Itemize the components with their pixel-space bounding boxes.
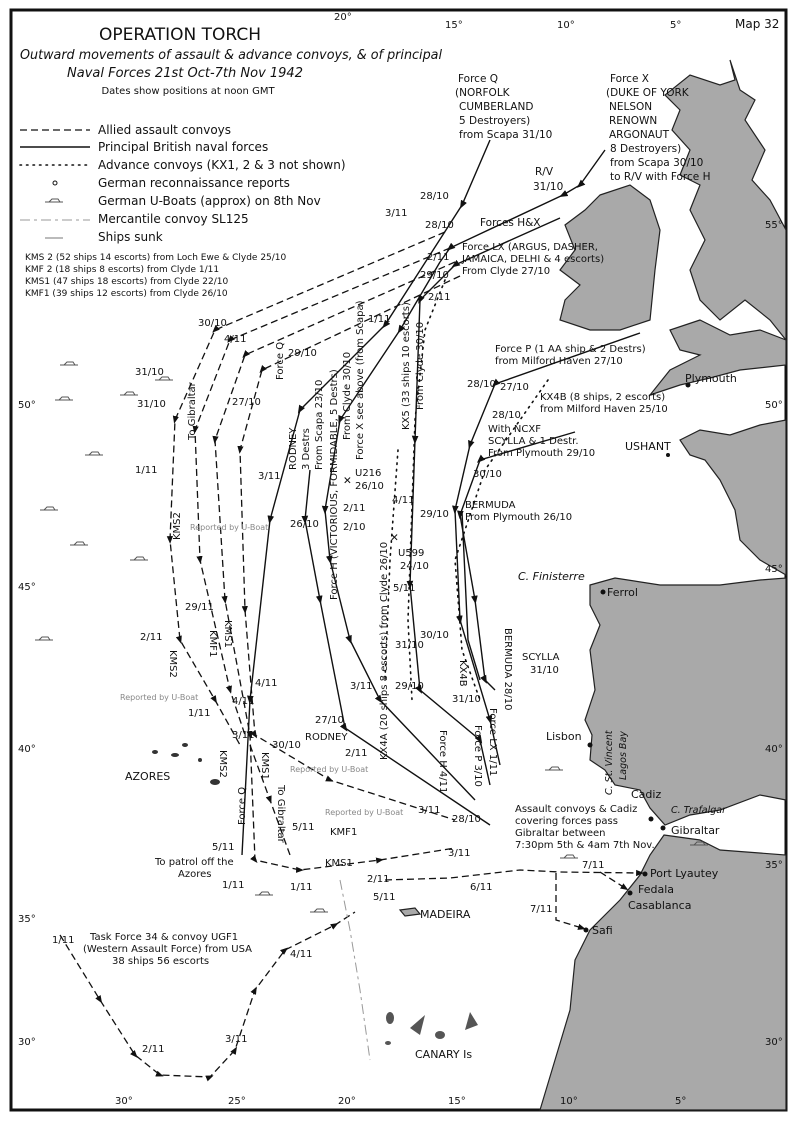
legend-label: Principal British naval forces <box>98 140 269 154</box>
route-to-fedala <box>600 872 625 888</box>
svg-text:38 ships 56 escorts: 38 ships 56 escorts <box>112 956 210 967</box>
force-h-label: Force H (VICTORIOUS, FORMIDABLE, 5 Destrs) <box>329 369 340 600</box>
kms1-route-label-3: KMS1 <box>325 858 353 869</box>
brittany-france <box>680 420 786 575</box>
place-ushant: USHANT <box>625 440 671 453</box>
gibraltar-pass-note <box>515 804 655 851</box>
place-lagos-bay: Lagos Bay <box>618 731 629 780</box>
ship-sunk-marker-icon: ✕ <box>343 475 352 487</box>
svg-text:3/11: 3/11 <box>448 848 471 859</box>
kmf1-route-label: KMF1 <box>207 630 218 658</box>
svg-text:Force X: Force X <box>610 73 649 85</box>
lat-left-40: 40° <box>18 744 36 755</box>
u599-label: U599 <box>398 548 425 559</box>
rv-date: 31/10 <box>533 181 564 193</box>
rodney-destrs: 3 Destrs <box>301 428 312 470</box>
svg-text:from Milford Haven 25/10: from Milford Haven 25/10 <box>540 404 668 415</box>
svg-text:From Clyde 27/10: From Clyde 27/10 <box>462 266 551 277</box>
lon-top-5: 5° <box>670 20 682 31</box>
svg-text:(Western Assault Force) from U: (Western Assault Force) from USA <box>83 944 252 955</box>
reported-label: Reported by U-Boat <box>325 808 404 817</box>
svg-text:28/10: 28/10 <box>492 410 521 421</box>
kx4b-annotation <box>540 392 668 415</box>
madeira-island <box>400 908 420 916</box>
kms1-label: KMS1 (47 ships 18 escorts) from Clyde 22/10 <box>25 277 229 287</box>
svg-text:1/11: 1/11 <box>222 880 245 891</box>
place-port-lyautey: Port Lyautey <box>650 867 719 880</box>
kms2-route-label: KMS2 <box>167 650 178 678</box>
lon-top-20: 20° <box>334 12 352 23</box>
svg-text:7/11: 7/11 <box>530 904 553 915</box>
svg-text:30/10: 30/10 <box>198 318 227 329</box>
svg-text:3/11: 3/11 <box>258 471 281 482</box>
place-azores: AZORES <box>125 770 171 783</box>
svg-text:1/11: 1/11 <box>188 708 211 719</box>
reported-label: Reported by U-Boat <box>120 693 199 702</box>
u599-date: 24/10 <box>400 561 429 572</box>
svg-text:3/11: 3/11 <box>385 208 408 219</box>
svg-text:30/10: 30/10 <box>473 469 502 480</box>
svg-text:26/10: 26/10 <box>290 519 319 530</box>
svg-text:Force LX (ARGUS, DASHER,: Force LX (ARGUS, DASHER, <box>462 242 598 253</box>
legend <box>20 123 346 244</box>
svg-text:JAMAICA, DELHI & 4 escorts): JAMAICA, DELHI & 4 escorts) <box>462 254 605 265</box>
svg-text:covering forces pass: covering forces pass <box>515 816 618 827</box>
lon-bottom-30: 30° <box>115 1096 133 1107</box>
svg-text:ARGONAUT: ARGONAUT <box>609 129 670 141</box>
bermuda-end-label: BERMUDA 28/10 <box>502 628 513 711</box>
svg-text:5/11: 5/11 <box>292 822 315 833</box>
patrol-label-2: Azores <box>178 869 212 880</box>
map-title: OPERATION TORCH <box>98 25 262 45</box>
kx5-label: KX5 (33 ships 10 escorts) <box>401 302 412 430</box>
svg-text:2/11: 2/11 <box>140 632 163 643</box>
svg-text:6/11: 6/11 <box>470 882 493 893</box>
svg-text:NELSON: NELSON <box>609 101 653 113</box>
force-p-annotation <box>495 344 646 367</box>
svg-text:1/11: 1/11 <box>135 465 158 476</box>
rv-label: R/V <box>535 166 554 178</box>
svg-text:5/11: 5/11 <box>373 892 396 903</box>
bermuda-label: BERMUDA <box>465 500 516 511</box>
svg-text:27/10: 27/10 <box>232 397 261 408</box>
svg-text:2/11: 2/11 <box>345 748 368 759</box>
svg-text:28/10: 28/10 <box>425 220 454 231</box>
place-plymouth: Plymouth <box>685 372 737 385</box>
svg-text:2/11: 2/11 <box>427 252 450 263</box>
lon-bottom-25: 25° <box>228 1096 246 1107</box>
legend-label: Advance convoys (KX1, 2 & 3 not shown) <box>98 158 346 172</box>
lat-left-50: 50° <box>18 400 36 411</box>
svg-text:SCYLLA & 1 Destr.: SCYLLA & 1 Destr. <box>488 436 579 447</box>
place-st-vincent: C. St. Vincent <box>604 730 615 795</box>
svg-text:31/10: 31/10 <box>137 399 166 410</box>
lat-left-30: 30° <box>18 1037 36 1048</box>
route-to-safi <box>556 873 582 928</box>
svg-text:4/11: 4/11 <box>290 949 313 960</box>
legend-label: German U-Boats (approx) on 8th Nov <box>98 194 321 208</box>
svg-text:3/11: 3/11 <box>418 805 441 816</box>
force-q-annotation <box>455 73 552 141</box>
svg-text:KX4B (8 ships, 2 escorts): KX4B (8 ships, 2 escorts) <box>540 392 666 403</box>
lat-right-50: 50° <box>765 400 783 411</box>
svg-text:8 Destroyers): 8 Destroyers) <box>610 143 682 155</box>
svg-text:7/11: 7/11 <box>582 860 605 871</box>
svg-text:2/11: 2/11 <box>428 292 451 303</box>
svg-text:With NCXF: With NCXF <box>488 424 541 435</box>
map-note: Dates show positions at noon GMT <box>101 86 275 97</box>
svg-text:from Milford Haven 27/10: from Milford Haven 27/10 <box>495 356 623 367</box>
place-cadiz: Cadiz <box>631 788 662 801</box>
forces-hx-label: Forces H&X <box>480 217 541 229</box>
svg-text:31/10: 31/10 <box>135 367 164 378</box>
lon-bottom-5: 5° <box>675 1096 687 1107</box>
svg-text:Force Q: Force Q <box>458 73 499 85</box>
lat-right-55: 55° <box>765 220 783 231</box>
map-number: Map 32 <box>735 17 780 31</box>
svg-text:28/10: 28/10 <box>452 814 481 825</box>
svg-text:Task Force 34 & convoy UGF1: Task Force 34 & convoy UGF1 <box>90 932 239 943</box>
legend-label: Allied assault convoys <box>98 123 232 137</box>
lat-right-30: 30° <box>765 1037 783 1048</box>
force-lx-end-label: Force LX 1/11 <box>487 708 498 777</box>
svg-text:From Plymouth 29/10: From Plymouth 29/10 <box>488 448 596 459</box>
svg-text:Force P (1 AA ship & 2 Destrs): Force P (1 AA ship & 2 Destrs) <box>495 344 646 355</box>
lon-top-10: 10° <box>557 20 575 31</box>
lon-bottom-15: 15° <box>448 1096 466 1107</box>
svg-text:4/11: 4/11 <box>232 696 255 707</box>
kms1-route-label-2: KMS1 <box>259 752 270 780</box>
scylla-end-label: SCYLLA <box>522 652 560 663</box>
to-gibraltar-label: To Gibraltar <box>275 785 286 843</box>
place-lisbon: Lisbon <box>546 730 582 743</box>
svg-text:Gibraltar between: Gibraltar between <box>515 828 606 839</box>
kmf2-label: KMF 2 (18 ships 8 escorts) from Clyde 1/11 <box>25 265 220 275</box>
to-gibraltar-label-2: To Gibraltar <box>187 382 198 440</box>
svg-text:2/11: 2/11 <box>343 503 366 514</box>
svg-text:29/10: 29/10 <box>420 509 449 520</box>
force-h-from: From Clyde 30/10 <box>342 351 353 440</box>
lat-right-40: 40° <box>765 744 783 755</box>
ship-sunk-marker-icon: ✕ <box>390 532 399 544</box>
legend-label: Ships sunk <box>98 230 163 244</box>
svg-text:29/10: 29/10 <box>420 270 449 281</box>
svg-text:29/10: 29/10 <box>288 348 317 359</box>
svg-text:7:30pm 5th & 4am 7th Nov.: 7:30pm 5th & 4am 7th Nov. <box>515 840 655 851</box>
svg-text:2/11: 2/11 <box>367 874 390 885</box>
svg-text:4/11: 4/11 <box>224 334 247 345</box>
svg-text:RENOWN: RENOWN <box>609 115 658 127</box>
scotland-england <box>665 60 786 340</box>
u216-date: 26/10 <box>355 481 384 492</box>
kms2-route-label-2: KMS2 <box>172 512 183 540</box>
reported-label: Reported by U-Boat <box>190 523 269 532</box>
kmf1-route-label-2: KMF1 <box>330 827 358 838</box>
svg-text:27/10: 27/10 <box>500 382 529 393</box>
svg-text:1/11: 1/11 <box>368 314 391 325</box>
legend-u-boat-icon <box>45 199 63 202</box>
svg-text:from Scapa 31/10: from Scapa 31/10 <box>459 129 553 141</box>
svg-text:3/11: 3/11 <box>225 1034 248 1045</box>
svg-text:31/10: 31/10 <box>395 640 424 651</box>
svg-text:(DUKE OF YORK: (DUKE OF YORK <box>606 87 689 99</box>
lat-left-35: 35° <box>18 914 36 925</box>
svg-text:29/10: 29/10 <box>395 681 424 692</box>
place-casablanca: Casablanca <box>628 899 692 912</box>
place-fedala: Fedala <box>638 883 675 896</box>
route-sl125 <box>340 880 370 1060</box>
svg-text:29/11: 29/11 <box>185 602 214 613</box>
svg-text:30/10: 30/10 <box>420 630 449 641</box>
svg-text:28/10: 28/10 <box>467 379 496 390</box>
svg-text:CUMBERLAND: CUMBERLAND <box>459 101 534 113</box>
scylla-end-date: 31/10 <box>530 665 559 676</box>
svg-text:27/10: 27/10 <box>315 715 344 726</box>
svg-text:5/11: 5/11 <box>212 842 235 853</box>
reported-label: Reported by U-Boat <box>290 765 369 774</box>
svg-text:1/11: 1/11 <box>290 882 313 893</box>
u216-label: U216 <box>355 468 382 479</box>
force-q-route-label-2: Force Q <box>237 786 248 825</box>
rodney-2-label: RODNEY <box>305 732 348 743</box>
iberia <box>585 578 786 825</box>
legend-label: German reconnaissance reports <box>98 176 290 190</box>
svg-text:4/11: 4/11 <box>255 678 278 689</box>
svg-text:5/11: 5/11 <box>393 583 416 594</box>
kmf1-label: KMF1 (39 ships 12 escorts) from Clyde 26/10 <box>25 289 228 299</box>
svg-text:5 Destroyers): 5 Destroyers) <box>459 115 531 127</box>
patrol-label: To patrol off the <box>155 857 234 868</box>
svg-text:(NORFOLK: (NORFOLK <box>455 87 510 99</box>
kms1-route-label: KMS1 <box>222 620 233 648</box>
svg-text:31/10: 31/10 <box>452 694 481 705</box>
legend-label: Mercantile convoy SL125 <box>98 212 249 226</box>
svg-text:4/11: 4/11 <box>392 495 415 506</box>
canary-islands <box>385 1012 478 1045</box>
kx4a-label: KX4A (20 ships 8 escorts) from Clyde 26/10 <box>379 541 390 760</box>
force-q-route-label: Force Q <box>275 341 286 380</box>
svg-text:Assault convoys & Cadiz: Assault convoys & Cadiz <box>515 804 638 815</box>
legend-circle-icon <box>53 181 57 185</box>
svg-text:2/10: 2/10 <box>343 522 366 533</box>
svg-text:3/11: 3/11 <box>350 681 373 692</box>
place-madeira: MADEIRA <box>420 908 471 921</box>
kms2-route-label-3: KMS2 <box>217 750 228 778</box>
place-canary: CANARY Is <box>415 1048 473 1061</box>
lat-left-45: 45° <box>18 582 36 593</box>
place-finisterre: C. Finisterre <box>518 570 585 583</box>
bermuda-from: From Plymouth 26/10 <box>465 512 573 523</box>
kx5-from: From Clyde 30/10 <box>415 321 426 410</box>
rodney-label: RODNEY <box>288 427 299 470</box>
place-gibraltar: Gibraltar <box>671 824 720 837</box>
rodney-from: From Scapa 23/10 <box>314 379 325 470</box>
force-x-see: Force X see above (from Scapa) <box>355 300 366 460</box>
lon-bottom-10: 10° <box>560 1096 578 1107</box>
lon-bottom-20: 20° <box>338 1096 356 1107</box>
route-to-port-lyautey <box>385 870 640 880</box>
place-safi: Safi <box>592 924 613 937</box>
svg-text:1/11: 1/11 <box>52 935 75 946</box>
lat-right-35: 35° <box>765 860 783 871</box>
svg-text:2/11: 2/11 <box>142 1044 165 1055</box>
svg-text:from Scapa 30/10: from Scapa 30/10 <box>610 157 704 169</box>
map-subtitle-1: Outward movements of assault & advance convoys, & of principal <box>20 48 443 63</box>
kms2-label: KMS 2 (52 ships 14 escorts) from Loch Ewe & Clyde 25/10 <box>25 253 287 263</box>
force-h-end-label: Force H 4/11 <box>437 730 448 794</box>
place-trafalgar: C. Trafalgar <box>671 805 727 816</box>
ugf1-note <box>83 932 252 967</box>
svg-text:to R/V with Force H: to R/V with Force H <box>610 171 711 183</box>
lon-top-15: 15° <box>445 20 463 31</box>
date-labels <box>52 191 604 1055</box>
lat-right-45: 45° <box>765 564 783 575</box>
map-subtitle-2: Naval Forces 21st Oct-7th Nov 1942 <box>67 66 303 81</box>
place-ferrol: Ferrol <box>607 586 638 599</box>
ncxf-annotation <box>488 424 595 459</box>
kx4b-end-label: KX4B <box>457 660 468 687</box>
svg-text:28/10: 28/10 <box>420 191 449 202</box>
svg-text:30/10: 30/10 <box>272 740 301 751</box>
force-p-end-label: Force P 3/10 <box>472 725 483 787</box>
svg-text:3/11: 3/11 <box>232 730 255 741</box>
